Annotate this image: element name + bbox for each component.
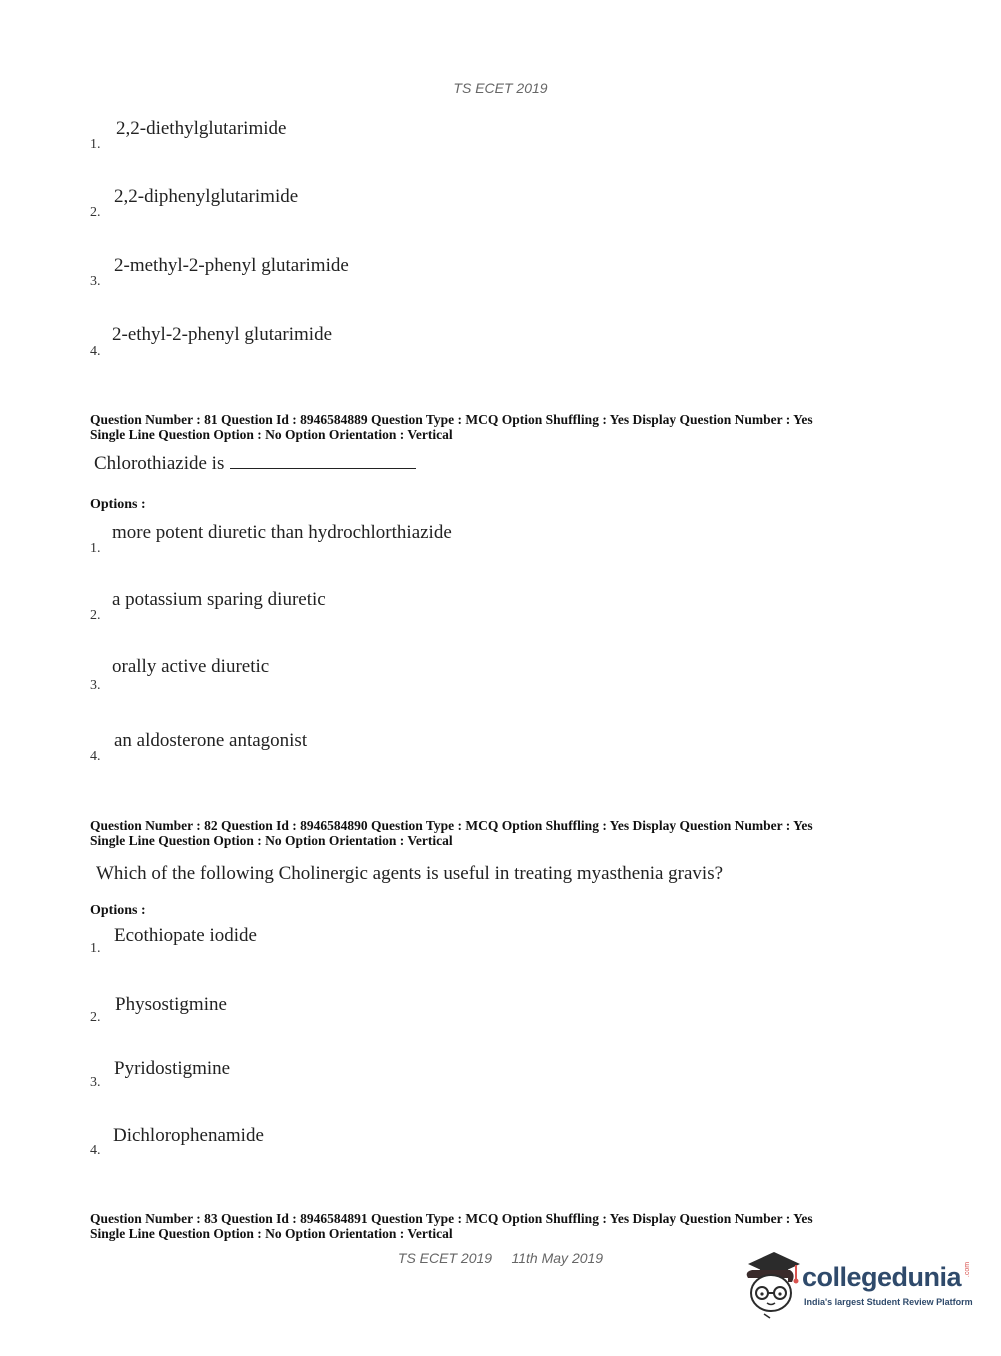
mascot-icon (740, 1248, 802, 1320)
option-number: 3. (90, 678, 101, 693)
collegedunia-logo (740, 1248, 973, 1320)
question-meta: Question Number : 83 Question Id : 8946584891 Question Type : MCQ Option Shuffling : Yes Display Question Number : Yes (90, 1211, 813, 1226)
option-text: Pyridostigmine (114, 1058, 231, 1079)
option-text: more potent diuretic than hydrochlorthiazide (112, 522, 452, 543)
question-meta: Question Number : 81 Question Id : 8946584889 Question Type : MCQ Option Shuffling : Yes Display Question Number : Yes (90, 412, 813, 427)
option-text: 2-methyl-2-phenyl glutarimide (114, 255, 349, 276)
option-text: orally active diuretic (112, 656, 270, 677)
option-number: 2. (90, 608, 101, 623)
option-number: 4. (90, 1143, 101, 1158)
option-text: a potassium sparing diuretic (112, 589, 326, 610)
logo-suffix: .com (964, 1261, 972, 1278)
option-number: 3. (90, 274, 101, 289)
option-number: 3. (90, 1075, 101, 1090)
page-header-title: TS ECET 2019 (453, 80, 548, 96)
option-text: 2,2-diphenylglutarimide (114, 186, 299, 207)
option-text: 2,2-diethylglutarimide (116, 118, 287, 139)
question-meta: Single Line Question Option : No Option Orientation : Vertical (90, 1226, 453, 1241)
logo-tagline: India's largest Student Review Platform (804, 1297, 973, 1307)
option-text: Ecothiopate iodide (114, 925, 257, 946)
option-number: 1. (90, 941, 101, 956)
options-label: Options : (90, 903, 146, 918)
option-number: 1. (90, 137, 101, 152)
option-text: Physostigmine (115, 994, 227, 1015)
option-text: Dichlorophenamide (113, 1125, 264, 1146)
answer-blank (230, 452, 416, 469)
question-text: Chlorothiazide is (94, 452, 416, 475)
option-number: 4. (90, 344, 101, 359)
question-meta: Single Line Question Option : No Option Orientation : Vertical (90, 427, 453, 442)
option-text: 2-ethyl-2-phenyl glutarimide (112, 324, 333, 345)
question-meta: Question Number : 82 Question Id : 8946584890 Question Type : MCQ Option Shuffling : Yes Display Question Number : Yes (90, 818, 813, 833)
question-meta: Single Line Question Option : No Option Orientation : Vertical (90, 833, 453, 848)
logo-wordmark: collegedunia (802, 1262, 962, 1292)
options-label: Options : (90, 497, 146, 512)
option-number: 1. (90, 541, 101, 556)
page-footer: TS ECET 2019 11th May 2019 (397, 1250, 604, 1266)
option-number: 2. (90, 1010, 101, 1025)
option-number: 2. (90, 205, 101, 220)
option-number: 4. (90, 749, 101, 764)
question-text: Which of the following Cholinergic agents is useful in treating myasthenia gravis? (96, 863, 724, 884)
option-text: an aldosterone antagonist (114, 730, 308, 751)
